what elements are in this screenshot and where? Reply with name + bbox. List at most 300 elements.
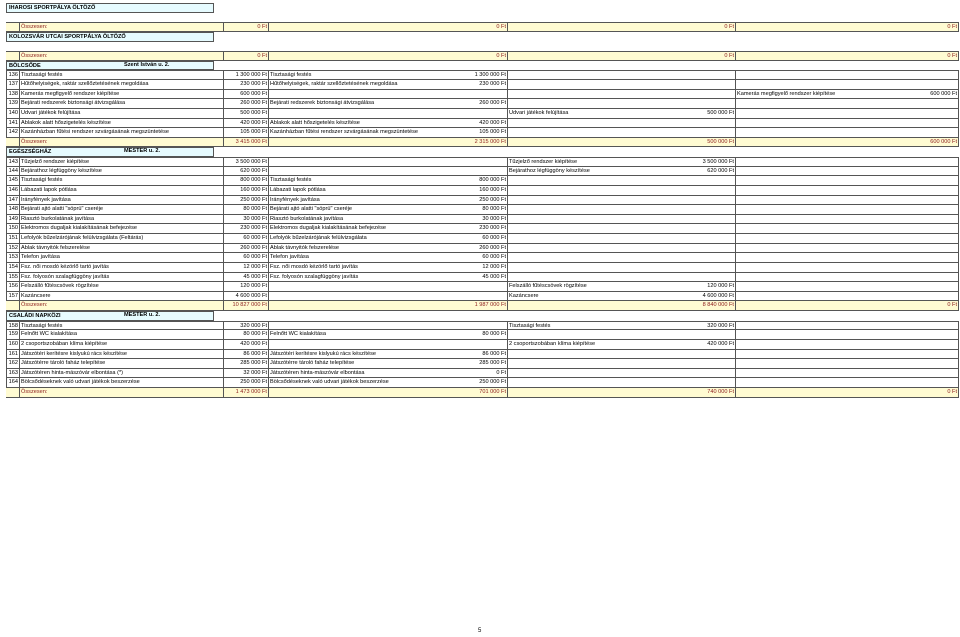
section-address: MESTER u. 2.: [124, 148, 161, 155]
section-rows: [6, 70, 959, 137]
amount-3: [680, 224, 735, 233]
item-number: 161: [6, 350, 19, 359]
description-4: [735, 340, 888, 349]
total-amount-4: 0 Ft: [735, 23, 959, 31]
description-2: Hűtőhelyiségek, raktár szellőztetésének megoldása: [268, 80, 451, 89]
section-title: CSALÁDI NAPKÖZI: [6, 311, 214, 321]
description-3: [507, 369, 680, 378]
item-number: 159: [6, 330, 19, 339]
amount-2: 285 000 Ft: [479, 360, 506, 367]
section-header-row: [6, 3, 959, 13]
table-row: [6, 340, 959, 350]
amount-3: [680, 234, 735, 243]
total-amount-3: 500 000 Ft: [507, 138, 735, 147]
amount-1: 4 600 000 Ft: [223, 292, 268, 301]
description-4: [735, 80, 888, 89]
amount-1: 250 000 Ft: [223, 378, 268, 387]
table-row: [6, 186, 959, 196]
total-amount-3: 8 840 000 Ft: [507, 301, 735, 310]
table-row: [6, 119, 959, 129]
amount-2: 60 000 Ft: [482, 254, 506, 261]
description-1: Játszótéren hinta-mászóvár elbontása (*): [19, 369, 223, 378]
description-1: Tisztasági festés: [19, 71, 223, 79]
total-amount-1: 0 Ft: [223, 23, 268, 31]
section-title: IHAROSI SPORTPÁLYA ÖLTÖZŐ: [6, 3, 214, 13]
description-3: [507, 186, 680, 195]
description-4: [735, 378, 888, 387]
total-amount-1: 3 415 000 Ft: [223, 138, 268, 147]
description-1: Bejárati redszerek biztonsági átvizsgálása: [19, 99, 223, 108]
item-number: 155: [6, 273, 19, 282]
amount-2: 105 000 Ft: [479, 129, 506, 136]
description-4: [735, 273, 888, 282]
total-amount-4: 0 Ft: [735, 388, 959, 397]
amount-3: 120 000 Ft: [707, 283, 734, 290]
amount-1: 3 500 000 Ft: [223, 158, 268, 166]
total-amount-1: 1 473 000 Ft: [223, 388, 268, 397]
amount-2: 230 000 Ft: [479, 81, 506, 87]
amount-4: [888, 359, 959, 368]
amount-2: 230 000 Ft: [479, 225, 506, 232]
amount-2: 420 000 Ft: [479, 119, 506, 126]
description-1: Fsz. folyosón szalagfüggöny javítás: [19, 273, 223, 282]
description-2: [268, 158, 451, 166]
amount-4: [888, 378, 959, 387]
amount-3: [680, 99, 735, 108]
description-1: Lefolyók bűzelzárójának felülvizsgálata (Feltárás): [19, 234, 223, 243]
total-label: Összesen:: [19, 52, 223, 60]
table-row: [6, 224, 959, 234]
amount-3: [680, 205, 735, 214]
description-2: [268, 340, 451, 349]
amount-2: [451, 109, 507, 118]
item-number: 153: [6, 253, 19, 262]
amount-3: [680, 244, 735, 253]
description-2: Tisztasági festés: [268, 71, 451, 79]
amount-1: 250 000 Ft: [223, 196, 268, 205]
description-3: [507, 263, 680, 272]
item-number: 142: [6, 128, 19, 137]
amount-4: [888, 369, 959, 378]
description-1: Telefon javítása: [19, 253, 223, 262]
budget-sheet: [6, 3, 959, 398]
amount-2: 30 000 Ft: [482, 215, 506, 222]
total-amount-4: 0 Ft: [735, 301, 959, 310]
table-row: [6, 244, 959, 254]
amount-2: 260 000 Ft: [479, 244, 506, 251]
description-3: [507, 234, 680, 243]
table-row: [6, 234, 959, 244]
description-2: Felnőtt WC kialakítása: [268, 330, 451, 339]
amount-1: 260 000 Ft: [223, 244, 268, 253]
description-2: Bejárati redszerek biztonsági átvizsgálása: [268, 99, 451, 108]
table-row: [6, 330, 959, 340]
description-4: [735, 158, 888, 166]
amount-2: 260 000 Ft: [479, 100, 506, 107]
description-2: [268, 292, 451, 301]
item-number: 143: [6, 158, 19, 166]
description-1: Bölcsődéseknek való udvari játékok beszerzése: [19, 378, 223, 387]
amount-3: [680, 119, 735, 128]
description-3: [507, 253, 680, 262]
description-1: Bejárati ajtó alatti "söprü" cseréje: [19, 205, 223, 214]
table-row: [6, 253, 959, 263]
amount-2: [451, 322, 507, 330]
description-2: [268, 322, 451, 330]
item-number: 152: [6, 244, 19, 253]
amount-4: [888, 215, 959, 224]
amount-4: 600 000 Ft: [888, 90, 959, 99]
description-1: Ablak távnyitók felszerelése: [19, 244, 223, 253]
total-row: [6, 51, 959, 61]
item-number: 148: [6, 205, 19, 214]
description-1: Tűzjelző rendszer kiépítése: [19, 158, 223, 166]
amount-1: 160 000 Ft: [223, 186, 268, 195]
item-number: 163: [6, 369, 19, 378]
description-4: [735, 322, 888, 330]
amount-3: [680, 273, 735, 282]
description-3: Tűzjelző rendszer kiépítése: [507, 158, 680, 166]
description-1: Bejárathoz légfüggöny készítése: [19, 167, 223, 176]
amount-1: 420 000 Ft: [223, 119, 268, 128]
description-1: Játszótérre tároló faház telepítése: [19, 359, 223, 368]
amount-3: [680, 176, 735, 185]
description-4: [735, 253, 888, 262]
description-3: [507, 273, 680, 282]
item-number: 138: [6, 90, 19, 99]
description-4: [735, 167, 888, 176]
amount-2: 250 000 Ft: [479, 379, 506, 386]
item-number: 149: [6, 215, 19, 224]
description-4: [735, 99, 888, 108]
amount-2: 1 300 000 Ft: [474, 72, 506, 79]
description-4: [735, 359, 888, 368]
description-3: [507, 71, 680, 79]
description-4: [735, 282, 888, 291]
amount-2: [451, 90, 507, 99]
table-row: [6, 196, 959, 206]
amount-1: 600 000 Ft: [223, 90, 268, 99]
total-amount-2: 1 987 000 Ft: [268, 301, 507, 310]
amount-3: 420 000 Ft: [707, 340, 734, 347]
amount-1: 620 000 Ft: [223, 167, 268, 176]
amount-2: [451, 158, 507, 166]
description-1: Riasztó burkolatának javítása: [19, 215, 223, 224]
description-3: Kazáncsere: [507, 292, 680, 301]
section-header-row: [6, 147, 959, 157]
description-3: [507, 224, 680, 233]
description-3: Bejárathoz légfüggöny készítése: [507, 167, 680, 176]
amount-4: [888, 196, 959, 205]
item-number: 150: [6, 224, 19, 233]
amount-4: [888, 224, 959, 233]
description-2: Játszótéren hinta-mászóvár elbontása: [268, 369, 451, 378]
section-address: MESTER u. 2.: [124, 312, 161, 318]
item-number: 137: [6, 80, 19, 89]
amount-2: 12 000 Ft: [482, 263, 506, 270]
table-row: [6, 109, 959, 119]
section-rows: [6, 321, 959, 388]
description-4: [735, 119, 888, 128]
description-3: Felszálló fűtéscsövek rögzítése: [507, 282, 680, 291]
amount-2: [451, 167, 507, 176]
description-3: [507, 196, 680, 205]
amount-2: 60 000 Ft: [482, 235, 506, 241]
amount-4: [888, 71, 959, 79]
amount-3: 620 000 Ft: [707, 167, 734, 174]
amount-4: [888, 322, 959, 330]
amount-3: 3 500 000 Ft: [702, 159, 734, 165]
description-3: [507, 350, 680, 359]
item-number: 136: [6, 71, 19, 79]
amount-3: [680, 378, 735, 387]
amount-2: 86 000 Ft: [482, 350, 506, 357]
amount-4: [888, 128, 959, 137]
total-amount-4: 600 000 Ft: [735, 138, 959, 147]
amount-1: 230 000 Ft: [223, 224, 268, 233]
amount-3: [680, 359, 735, 368]
amount-2: 0 Ft: [496, 369, 506, 376]
section-title: KOLOZSVÁR UTCAI SPORTPÁLYA ÖLTÖZŐ: [6, 32, 214, 42]
description-2: Bölcsődéseknek való udvari játékok beszerzése: [268, 378, 451, 387]
description-4: [735, 369, 888, 378]
amount-1: 80 000 Ft: [223, 330, 268, 339]
description-4: [735, 205, 888, 214]
item-number: 145: [6, 176, 19, 185]
amount-1: 30 000 Ft: [223, 215, 268, 224]
amount-4: [888, 158, 959, 166]
description-2: Tisztasági festés: [268, 176, 451, 185]
item-number: 140: [6, 109, 19, 118]
description-2: [268, 90, 451, 99]
amount-1: 80 000 Ft: [223, 205, 268, 214]
description-1: Kamerás megfigyelő rendszer kiépítése: [19, 90, 223, 99]
item-number: 158: [6, 322, 19, 330]
amount-1: 45 000 Ft: [223, 273, 268, 282]
total-amount-3: 0 Ft: [507, 23, 735, 31]
total-amount-2: 0 Ft: [268, 23, 507, 31]
description-3: [507, 205, 680, 214]
description-1: Elektromos dugaljak kialakításának befejezése: [19, 224, 223, 233]
amount-2: 250 000 Ft: [479, 196, 506, 203]
item-number: 157: [6, 292, 19, 301]
total-row: [6, 22, 959, 32]
table-row: [6, 167, 959, 177]
description-2: Lábazati lapok pótlása: [268, 186, 451, 195]
description-1: Fsz. női mosdó kézörlő tartó javítás: [19, 263, 223, 272]
item-number: 139: [6, 99, 19, 108]
table-row: [6, 273, 959, 283]
amount-4: [888, 350, 959, 359]
description-3: [507, 128, 680, 137]
amount-3: [680, 253, 735, 262]
table-row: [6, 378, 959, 388]
total-label: Összesen:: [19, 23, 223, 31]
description-1: Hűtőhelyiségek, raktár szellőztetésének megoldása: [19, 80, 223, 89]
section-address: Szent István u. 2.: [124, 61, 170, 68]
description-4: [735, 215, 888, 224]
total-row: [6, 388, 959, 398]
amount-1: 1 300 000 Ft: [223, 71, 268, 79]
amount-3: [680, 369, 735, 378]
amount-4: [888, 99, 959, 108]
description-3: [507, 244, 680, 253]
description-2: Elektromos dugaljak kialakításának befejezése: [268, 224, 451, 233]
description-3: [507, 330, 680, 339]
amount-2: [451, 292, 507, 301]
description-4: [735, 128, 888, 137]
description-4: [735, 292, 888, 301]
section-header-row: [6, 61, 959, 71]
amount-3: [680, 71, 735, 79]
description-4: [735, 350, 888, 359]
amount-4: [888, 244, 959, 253]
description-3: Udvari játékok felújítása: [507, 109, 680, 118]
amount-2: [451, 282, 507, 291]
amount-1: 800 000 Ft: [223, 176, 268, 185]
amount-4: [888, 340, 959, 349]
description-4: Kamerás megfigyelő rendszer kiépítése: [735, 90, 888, 99]
item-number: 156: [6, 282, 19, 291]
total-amount-2: 701 000 Ft: [268, 388, 507, 397]
amount-3: [680, 186, 735, 195]
description-4: [735, 71, 888, 79]
amount-2: 80 000 Ft: [482, 206, 506, 213]
amount-3: 500 000 Ft: [707, 109, 734, 116]
section-header-row: [6, 32, 959, 42]
item-number: 162: [6, 359, 19, 368]
table-row: [6, 176, 959, 186]
amount-1: 500 000 Ft: [223, 109, 268, 118]
amount-2: 45 000 Ft: [482, 273, 506, 280]
item-number: 144: [6, 167, 19, 176]
description-3: Tisztasági festés: [507, 322, 680, 330]
amount-4: [888, 205, 959, 214]
amount-1: 105 000 Ft: [223, 128, 268, 137]
description-4: [735, 176, 888, 185]
amount-4: [888, 119, 959, 128]
description-2: [268, 109, 451, 118]
amount-4: [888, 109, 959, 118]
table-row: [6, 128, 959, 138]
amount-1: 320 000 Ft: [223, 322, 268, 330]
amount-2: 80 000 Ft: [482, 331, 506, 338]
table-row: [6, 292, 959, 302]
total-amount-2: 2 315 000 Ft: [268, 138, 507, 147]
description-3: [507, 99, 680, 108]
table-row: [6, 90, 959, 100]
table-row: [6, 80, 959, 90]
total-amount-3: 740 000 Ft: [507, 388, 735, 397]
amount-1: 60 000 Ft: [223, 253, 268, 262]
amount-1: 260 000 Ft: [223, 99, 268, 108]
section-title: EGÉSZSÉGHÁZ: [6, 147, 214, 157]
description-2: Fsz. folyosón szalagfüggöny javítás: [268, 273, 451, 282]
description-4: [735, 109, 888, 118]
table-row: [6, 359, 959, 369]
description-2: Bejárati ajtó alatti "söprü" cseréje: [268, 205, 451, 214]
description-2: Ablak távnyitók felszerelése: [268, 244, 451, 253]
total-amount-4: 0 Ft: [735, 52, 959, 60]
amount-3: [680, 80, 735, 89]
description-4: [735, 186, 888, 195]
description-4: [735, 196, 888, 205]
table-row: [6, 215, 959, 225]
description-4: [735, 224, 888, 233]
description-3: 2 csoportszobában klíma kiépítése: [507, 340, 680, 349]
amount-3: [680, 263, 735, 272]
description-1: Kazánházban fűtési rendszer szvárgásának megszüntetése: [19, 128, 223, 137]
table-row: [6, 205, 959, 215]
section-rows: [6, 157, 959, 301]
amount-4: [888, 330, 959, 339]
amount-1: 420 000 Ft: [223, 340, 268, 349]
table-row: [6, 99, 959, 109]
amount-3: [680, 196, 735, 205]
amount-1: 60 000 Ft: [223, 234, 268, 243]
amount-1: 230 000 Ft: [223, 80, 268, 89]
description-1: 2 csoportszobában klíma kiépítése: [19, 340, 223, 349]
amount-1: 86 000 Ft: [223, 350, 268, 359]
description-3: [507, 378, 680, 387]
amount-3: [680, 350, 735, 359]
page-number: 5: [478, 628, 482, 634]
amount-3: 320 000 Ft: [707, 322, 734, 329]
item-number: 151: [6, 234, 19, 243]
amount-1: 32 000 Ft: [223, 369, 268, 378]
item-number: 164: [6, 378, 19, 387]
item-number: 141: [6, 119, 19, 128]
amount-4: [888, 282, 959, 291]
amount-4: [888, 167, 959, 176]
description-2: Riasztó burkolatának javítása: [268, 215, 451, 224]
description-1: Kazáncsere: [19, 292, 223, 301]
description-1: Udvari játékok felújítása: [19, 109, 223, 118]
description-1: Felszálló fűtéscsövek rögzítése: [19, 282, 223, 291]
description-2: Játszótéri kerítésre kislyukú rács készítése: [268, 350, 451, 359]
table-row: [6, 70, 959, 80]
description-2: Lefolyók bűzelzárójának felülvizsgálata: [268, 234, 451, 243]
total-row: [6, 138, 959, 148]
table-row: [6, 157, 959, 167]
section-header-row: [6, 311, 959, 321]
item-number: 160: [6, 340, 19, 349]
amount-3: [680, 90, 735, 99]
table-row: [6, 350, 959, 360]
total-label: Összesen:: [19, 138, 223, 147]
amount-3: 4 600 000 Ft: [702, 292, 734, 299]
amount-2: [451, 340, 507, 349]
description-4: [735, 330, 888, 339]
total-label: Összesen:: [19, 388, 223, 397]
amount-4: [888, 292, 959, 301]
description-2: Ablakok alatt hőszigetelés készítése: [268, 119, 451, 128]
section-title: BÖLCSŐDE: [6, 61, 214, 71]
amount-4: [888, 80, 959, 89]
amount-3: [680, 330, 735, 339]
table-row: [6, 369, 959, 379]
total-amount-2: 0 Ft: [268, 52, 507, 60]
description-3: [507, 90, 680, 99]
amount-1: 12 000 Ft: [223, 263, 268, 272]
description-2: Játszótérre tároló faház telepítése: [268, 359, 451, 368]
amount-4: [888, 186, 959, 195]
description-2: Kazánházban fűtési rendszer szvárgásának megszüntetése: [268, 128, 451, 137]
description-1: Lábazati lapok pótlása: [19, 186, 223, 195]
description-3: [507, 215, 680, 224]
description-4: [735, 263, 888, 272]
item-number: 146: [6, 186, 19, 195]
